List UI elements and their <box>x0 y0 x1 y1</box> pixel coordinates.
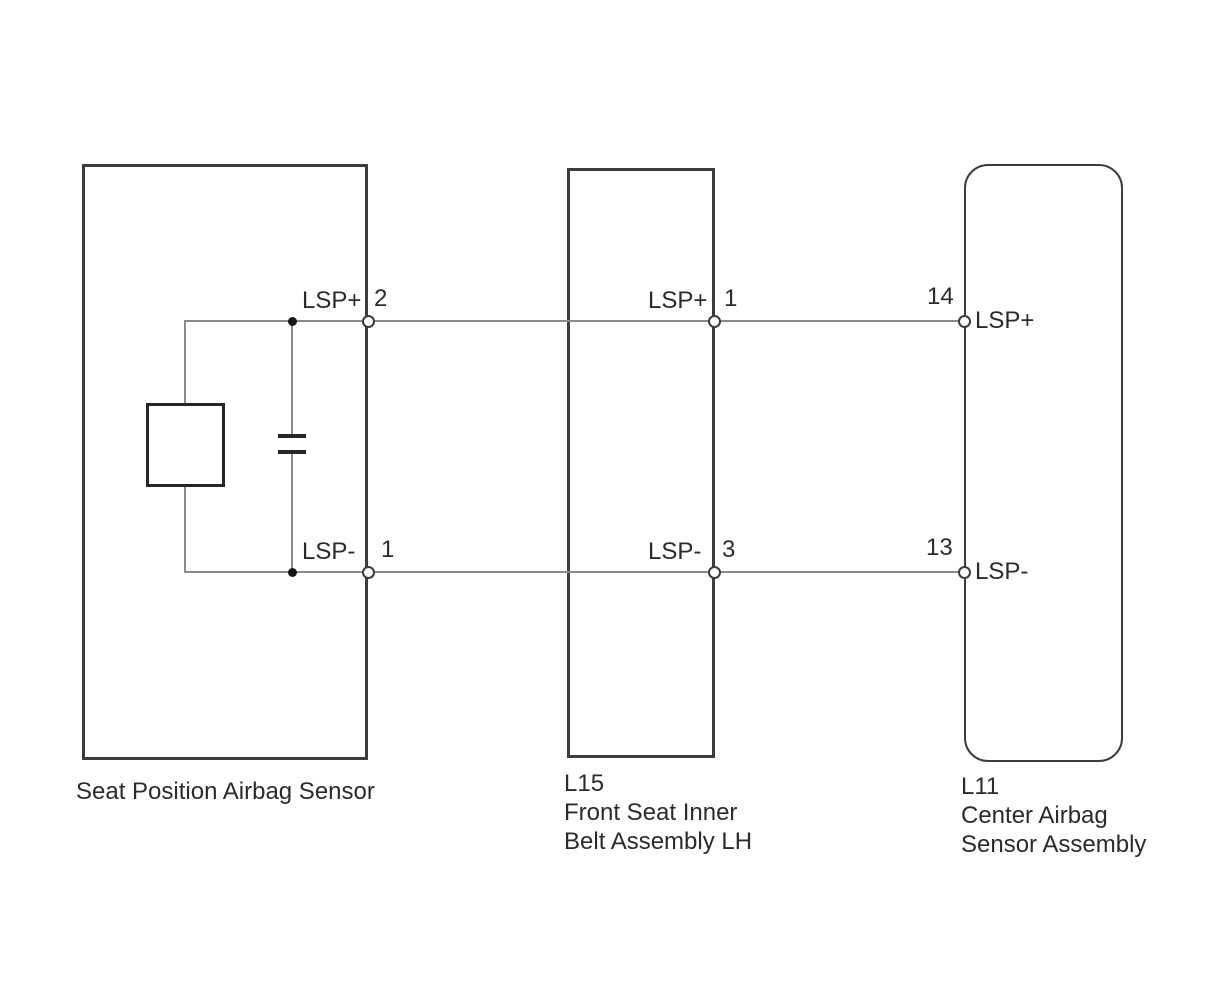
seat-sensor-lsp-minus-label: LSP- <box>302 538 356 565</box>
capacitor-lead-top <box>291 320 293 434</box>
belt-assembly-code: L15 <box>564 770 605 797</box>
belt-assembly-lsp-plus-label: LSP+ <box>648 287 708 314</box>
capacitor-plate-bottom <box>278 450 306 454</box>
junction-dot-lsp-minus <box>288 568 297 577</box>
center-airbag-caption-line1: Center Airbag <box>961 802 1108 829</box>
belt-assembly-pin-1-number: 1 <box>724 285 738 312</box>
seat-sensor-caption: Seat Position Airbag Sensor <box>76 778 375 805</box>
belt-assembly-pin-3-number: 3 <box>722 536 736 563</box>
seat-position-airbag-sensor-box <box>82 164 368 760</box>
sensor-element-lead-top <box>184 320 186 405</box>
center-airbag-sensor-box <box>964 164 1123 762</box>
seat-sensor-pin-1-connector <box>362 566 375 579</box>
belt-assembly-pin-3-connector <box>708 566 721 579</box>
center-airbag-code: L11 <box>961 773 1000 800</box>
sensor-element-lead-bottom <box>184 485 186 573</box>
belt-assembly-box <box>567 168 715 758</box>
junction-dot-lsp-plus <box>288 317 297 326</box>
center-airbag-lsp-minus-label: LSP- <box>975 558 1029 585</box>
sensor-element <box>146 403 225 487</box>
capacitor-lead-bottom <box>291 454 293 573</box>
capacitor-plate-top <box>278 434 306 438</box>
belt-assembly-pin-1-connector <box>708 315 721 328</box>
center-airbag-caption-line2: Sensor Assembly <box>961 831 1147 858</box>
center-airbag-pin-14-connector <box>958 315 971 328</box>
center-airbag-pin-13-connector <box>958 566 971 579</box>
seat-sensor-lsp-plus-label: LSP+ <box>302 287 362 314</box>
seat-sensor-pin-2-connector <box>362 315 375 328</box>
belt-assembly-lsp-minus-label: LSP- <box>648 538 702 565</box>
seat-sensor-pin-1-number: 1 <box>381 536 395 563</box>
belt-assembly-caption-line1: Front Seat Inner <box>564 799 738 826</box>
seat-sensor-pin-2-number: 2 <box>374 285 388 312</box>
center-airbag-pin-14-number: 14 <box>927 283 954 310</box>
lsp-minus-wire <box>185 571 964 573</box>
center-airbag-pin-13-number: 13 <box>926 534 953 561</box>
lsp-plus-wire <box>185 320 964 322</box>
center-airbag-lsp-plus-label: LSP+ <box>975 307 1035 334</box>
belt-assembly-caption-line2: Belt Assembly LH <box>564 828 753 855</box>
